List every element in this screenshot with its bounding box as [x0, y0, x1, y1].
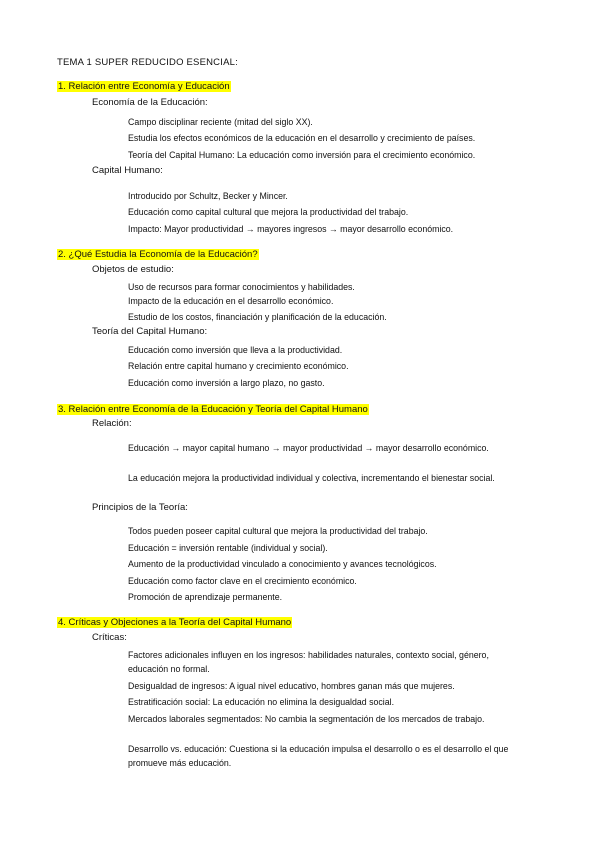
section-heading [57, 404, 369, 415]
list-item: Estratificación social: La educación no elimina la desigualdad social. [128, 697, 395, 707]
list-item: Campo disciplinar reciente (mitad del siglo XX). [128, 117, 313, 127]
subsection-label: Críticas: [92, 632, 127, 643]
section-heading [57, 81, 231, 92]
list-item: Desigualdad de ingresos: A igual nivel educativo, hombres ganan más que mujeres. [128, 681, 455, 691]
list-item: Teoría del Capital Humano: La educación como inversión para el crecimiento económico. [128, 150, 476, 160]
list-item: Estudio de los costos, financiación y planificación de la educación. [128, 312, 387, 322]
list-item: Relación entre capital humano y crecimiento económico. [128, 361, 349, 371]
list-item: Estudia los efectos económicos de la educación en el desarrollo y crecimiento de países. [128, 133, 476, 143]
list-item: Educación como factor clave en el crecimiento económico. [128, 576, 357, 586]
subsection-label: Economía de la Educación: [92, 97, 208, 108]
list-item: Factores adicionales influyen en los ingresos: habilidades naturales, contexto social, género, educación no formal. [128, 650, 489, 674]
section-heading-text: 3. Relación entre Economía de la Educación y Teoría del Capital Humano [58, 404, 368, 415]
list-item: Uso de recursos para formar conocimientos y habilidades. [128, 282, 355, 292]
subsection-label: Teoría del Capital Humano: [92, 326, 208, 337]
list-item: Educación como capital cultural que mejora la productividad del trabajo. [128, 207, 409, 217]
section-heading-text: 1. Relación entre Economía y Educación [58, 81, 230, 92]
list-item: Educación = inversión rentable (individual y social). [128, 543, 328, 553]
list-item: Educación como inversión a largo plazo, no gasto. [128, 378, 325, 388]
list-item: Promoción de aprendizaje permanente. [128, 592, 283, 602]
list-item: Impacto de la educación en el desarrollo económico. [128, 296, 334, 306]
section-heading-text: 2. ¿Qué Estudia la Economía de la Educación? [58, 249, 258, 260]
list-item: Aumento de la productividad vinculado a conocimiento y avances tecnológicos. [128, 559, 437, 569]
list-item: Educación como inversión que lleva a la productividad. [128, 345, 343, 355]
list-item: Impacto: Mayor productividad → mayores ingresos → mayor desarrollo económico. [128, 224, 454, 234]
section-heading-text: 4. Críticas y Objeciones a la Teoría del Capital Humano [58, 617, 292, 628]
subsection-label: Capital Humano: [92, 165, 163, 176]
list-item: Todos pueden poseer capital cultural que mejora la productividad del trabajo. [128, 526, 428, 536]
list-item: Educación → mayor capital humano → mayor productividad → mayor desarrollo económico. [128, 443, 489, 453]
subsection-label: Objetos de estudio: [92, 264, 174, 275]
section-heading [57, 617, 292, 628]
document-title: TEMA 1 SUPER REDUCIDO ESENCIAL: [57, 57, 238, 68]
subsection-label: Relación: [92, 418, 132, 429]
list-item: Introducido por Schultz, Becker y Mincer. [128, 191, 288, 201]
list-item: Desarrollo vs. educación: Cuestiona si la educación impulsa el desarrollo o es el desarrollo el que promueve más educación. [128, 744, 509, 768]
list-item: La educación mejora la productividad individual y colectiva, incrementando el bienestar social. [128, 473, 495, 483]
section-heading [57, 249, 259, 260]
list-item: Mercados laborales segmentados: No cambia la segmentación de los mercados de trabajo. [128, 714, 485, 724]
subsection-label: Principios de la Teoría: [92, 502, 188, 513]
